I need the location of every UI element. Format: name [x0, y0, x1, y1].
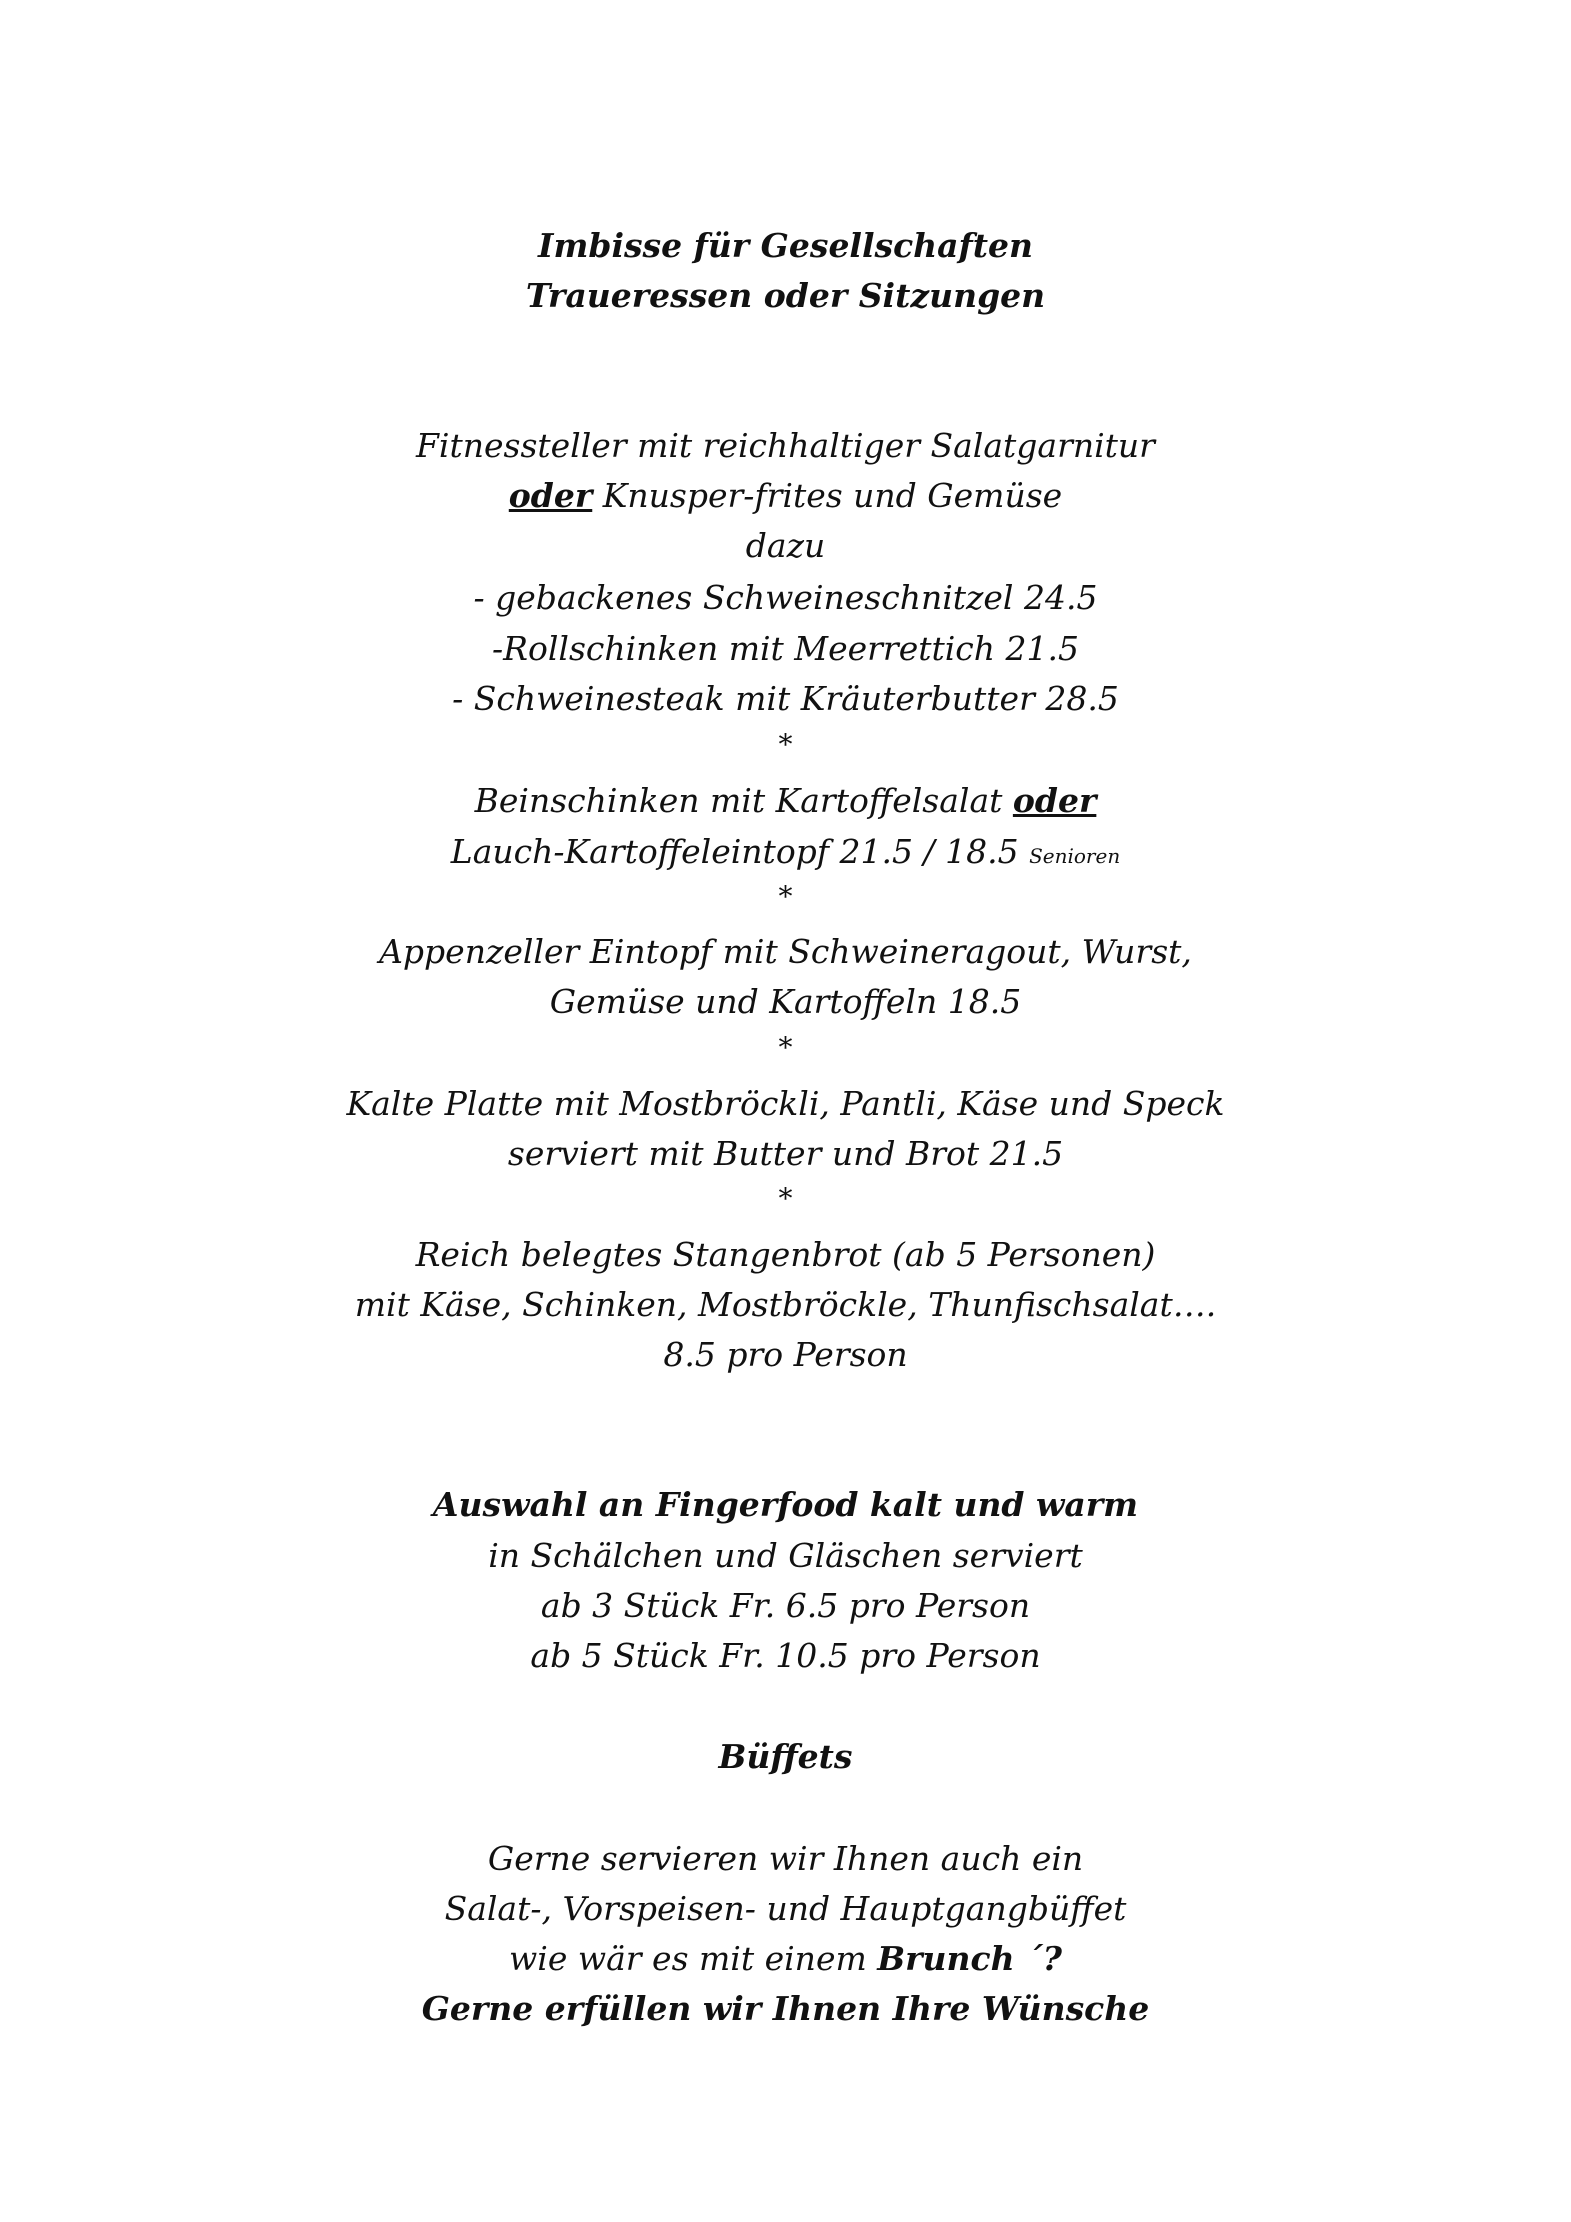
fitness-line-2-rest: Knusper-frites und Gemüse — [592, 476, 1063, 515]
fitness-item: -Rollschinken mit Meerrettich 21.5 — [491, 629, 1080, 668]
fingerfood-heading: Auswahl an Fingerfood kalt und warm — [432, 1485, 1139, 1524]
bueffets-brunch-intro: wie wär es mit einem — [509, 1939, 878, 1978]
bueffets-line-2: Salat-, Vorspeisen- und Hauptgangbüffet — [444, 1889, 1127, 1928]
fitness-line-2 — [0, 475, 1571, 517]
appenzeller-line-1: Appenzeller Eintopf mit Schweineragout, Wurst, — [379, 932, 1192, 971]
fitness-dazu: dazu — [745, 526, 826, 565]
beinschinken-line-1 — [0, 780, 1571, 822]
bueffets-closing: Gerne erfüllen wir Ihnen Ihre Wünsche — [421, 1989, 1150, 2028]
separator-star: * — [778, 880, 793, 913]
fitness-oder: oder — [508, 476, 593, 515]
beinschinken-text: Beinschinken mit Kartoffelsalat — [474, 781, 1013, 820]
fingerfood-line-3: ab 5 Stück Fr. 10.5 pro Person — [530, 1636, 1041, 1675]
appenzeller-line-2: Gemüse und Kartoffeln 18.5 — [549, 982, 1022, 1021]
menu-subtitle: Traueressen oder Sitzungen — [525, 276, 1046, 315]
bueffets-line-3 — [0, 1938, 1571, 1980]
senioren-label: Senioren — [1029, 844, 1121, 868]
fitness-item: - gebackenes Schweineschnitzel 24.5 — [473, 578, 1098, 617]
beinschinken-oder: oder — [1012, 781, 1097, 820]
beinschinken-eintopf: Lauch-Kartoffeleintopf 21.5 / 18.5 — [450, 832, 1030, 871]
bueffets-heading: Büffets — [718, 1737, 853, 1776]
separator-star: * — [778, 1031, 793, 1064]
fingerfood-line-2: ab 3 Stück Fr. 6.5 pro Person — [540, 1586, 1031, 1625]
stangenbrot-line-2: mit Käse, Schinken, Mostbröckle, Thunfischsalat…. — [354, 1285, 1217, 1324]
fitness-item: - Schweinesteak mit Kräuterbutter 28.5 — [452, 679, 1119, 718]
beinschinken-line-2 — [0, 831, 1571, 877]
stangenbrot-line-3: 8.5 pro Person — [663, 1335, 908, 1374]
separator-star: * — [778, 728, 793, 761]
menu-title: Imbisse für Gesellschaften — [538, 226, 1033, 265]
bueffets-line-1: Gerne servieren wir Ihnen auch ein — [487, 1839, 1084, 1878]
stangenbrot-line-1: Reich belegtes Stangenbrot (ab 5 Personen) — [415, 1235, 1156, 1274]
kalte-platte-line-1: Kalte Platte mit Mostbröckli, Pantli, Käse und Speck — [346, 1084, 1225, 1123]
separator-star: * — [778, 1182, 793, 1215]
fitness-line-1: Fitnessteller mit reichhaltiger Salatgarnitur — [416, 426, 1155, 465]
kalte-platte-line-2: serviert mit Butter und Brot 21.5 — [507, 1134, 1064, 1173]
brunch-label: Brunch ´? — [877, 1939, 1062, 1978]
fingerfood-line-1: in Schälchen und Gläschen serviert — [488, 1536, 1083, 1575]
